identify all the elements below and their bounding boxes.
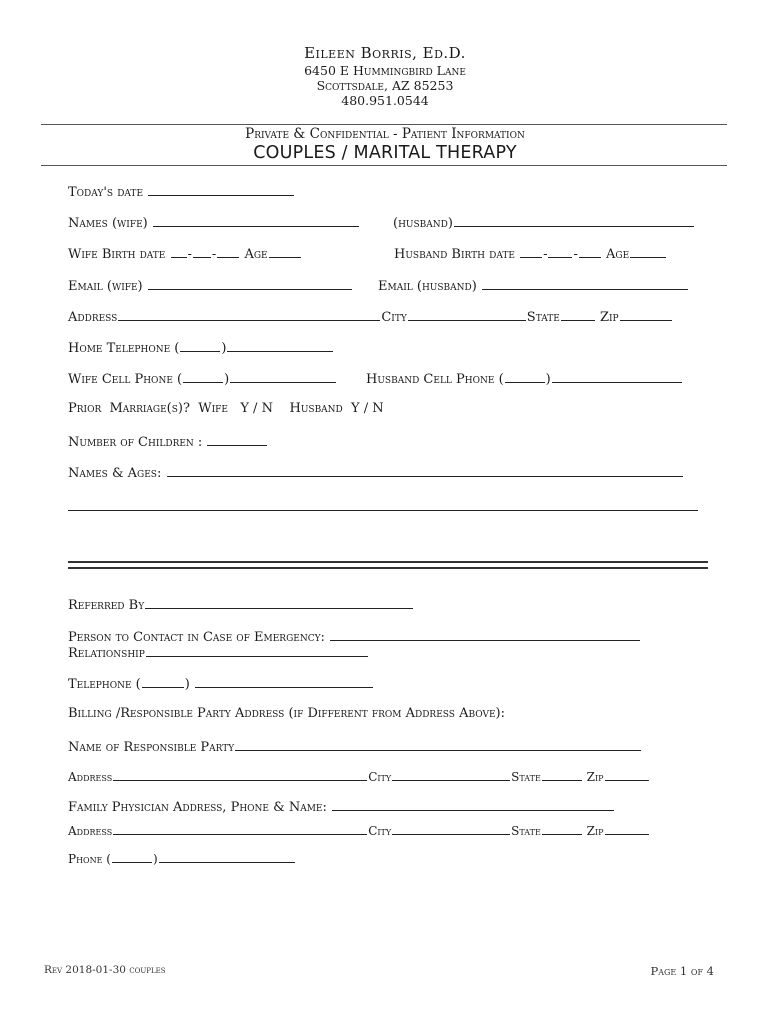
emergency-telephone-field[interactable] bbox=[68, 675, 374, 693]
husband-cell-label: Husband Cell Phone ( bbox=[366, 372, 504, 387]
husband-cell-field[interactable] bbox=[366, 370, 683, 388]
form-title: COUPLES / MARITAL THERAPY bbox=[253, 143, 517, 163]
wife-birth-year[interactable] bbox=[217, 245, 239, 258]
physician-address-blank[interactable] bbox=[113, 822, 367, 835]
physician-address-label: Address bbox=[68, 824, 113, 838]
children-count-field[interactable] bbox=[68, 433, 268, 451]
header-rule-bottom bbox=[41, 165, 727, 166]
responsible-party-blank[interactable] bbox=[235, 738, 641, 751]
physician-zip-blank[interactable] bbox=[605, 822, 649, 835]
wife-name-label: Names (wife) bbox=[68, 216, 148, 231]
billing-zip-blank[interactable] bbox=[605, 768, 649, 781]
husband-name-label: (husband) bbox=[393, 216, 453, 231]
billing-heading: Billing /Responsible Party Address (if Different from Address Above): bbox=[68, 706, 505, 721]
children-count-label: Number of Children : bbox=[68, 435, 203, 450]
paren-close: ) bbox=[224, 372, 230, 387]
relationship-field[interactable] bbox=[68, 644, 369, 662]
responsible-party-field[interactable] bbox=[68, 738, 642, 756]
husband-age-label: Age bbox=[606, 247, 630, 262]
billing-address-field[interactable] bbox=[68, 768, 650, 785]
email-wife-blank[interactable] bbox=[148, 277, 352, 290]
paren-close: ) bbox=[152, 852, 158, 866]
referred-by-blank[interactable] bbox=[145, 596, 413, 609]
home-telephone-label: Home Telephone ( bbox=[68, 341, 180, 356]
wife-birth-day[interactable] bbox=[193, 245, 211, 258]
home-telephone-field[interactable] bbox=[68, 339, 334, 357]
physician-area-code[interactable] bbox=[112, 850, 152, 863]
wife-cell-label: Wife Cell Phone ( bbox=[68, 372, 183, 387]
physician-field[interactable] bbox=[68, 798, 615, 816]
referred-by-field[interactable] bbox=[68, 596, 414, 614]
city-blank[interactable] bbox=[408, 308, 526, 321]
todays-date-label: Today's date bbox=[68, 185, 144, 200]
state-label: State bbox=[526, 310, 560, 325]
emergency-contact-blank[interactable] bbox=[330, 628, 640, 641]
page-number: Page 1 of 4 bbox=[650, 964, 714, 978]
zip-blank[interactable] bbox=[620, 308, 672, 321]
office-phone: 480.951.0544 bbox=[341, 93, 429, 108]
responsible-party-label: Name of Responsible Party bbox=[68, 740, 235, 755]
address-blank[interactable] bbox=[118, 308, 380, 321]
wife-name-blank[interactable] bbox=[153, 214, 359, 227]
husband-cell-number[interactable] bbox=[552, 370, 682, 383]
email-wife-field[interactable] bbox=[68, 277, 353, 295]
physician-city-label: City bbox=[368, 824, 392, 838]
husband-cell-area[interactable] bbox=[505, 370, 545, 383]
emergency-area-code[interactable] bbox=[142, 675, 184, 688]
husband-birth-day[interactable] bbox=[548, 245, 572, 258]
email-husband-label: Email (husband) bbox=[378, 279, 477, 294]
billing-address-blank[interactable] bbox=[113, 768, 367, 781]
emergency-number-blank[interactable] bbox=[195, 675, 373, 688]
address-label: Address bbox=[68, 310, 118, 325]
billing-state-label: State bbox=[511, 770, 541, 784]
todays-date-blank[interactable] bbox=[148, 183, 294, 196]
billing-state-blank[interactable] bbox=[542, 768, 582, 781]
physician-zip-label: Zip bbox=[586, 824, 604, 838]
email-husband-field[interactable] bbox=[378, 277, 689, 295]
practitioner-name: Eileen Borris, Ed.D. bbox=[304, 44, 466, 62]
names-ages-label: Names & Ages: bbox=[68, 466, 162, 481]
wife-cell-field[interactable] bbox=[68, 370, 337, 388]
wife-birth-month[interactable] bbox=[171, 245, 187, 258]
names-ages-field[interactable] bbox=[68, 464, 684, 482]
paren-close: ) bbox=[184, 677, 190, 692]
paren-close: ) bbox=[221, 341, 227, 356]
prior-marriage-field[interactable]: Prior Marriage(s)? Wife Y / N Husband Y / N bbox=[68, 401, 384, 416]
husband-birth-field[interactable]: Husband Birth date - - Age bbox=[394, 245, 667, 263]
wife-name-field[interactable] bbox=[68, 214, 360, 232]
form-subtitle: Private & Confidential - Patient Information bbox=[245, 126, 525, 142]
wife-age-label: Age bbox=[244, 247, 268, 262]
paren-close: ) bbox=[545, 372, 551, 387]
physician-blank[interactable] bbox=[332, 798, 614, 811]
husband-birth-year[interactable] bbox=[579, 245, 601, 258]
city-state-zip: Scottsdale, AZ 85253 bbox=[316, 78, 454, 93]
zip-label: Zip bbox=[599, 310, 619, 325]
husband-name-field[interactable] bbox=[393, 214, 695, 232]
billing-city-label: City bbox=[368, 770, 392, 784]
husband-birth-label: Husband Birth date bbox=[394, 247, 515, 262]
revision-footer: Rev 2018-01-30 couples bbox=[44, 964, 166, 976]
city-label: City bbox=[381, 310, 407, 325]
physician-address-field[interactable] bbox=[68, 822, 650, 839]
physician-state-label: State bbox=[511, 824, 541, 838]
relationship-label: Relationship bbox=[68, 646, 145, 661]
home-area-code[interactable] bbox=[180, 339, 220, 352]
physician-phone-field[interactable] bbox=[68, 850, 296, 867]
names-ages-blank[interactable] bbox=[167, 464, 683, 477]
header-rule-top bbox=[41, 124, 727, 125]
wife-birth-label: Wife Birth date bbox=[68, 247, 166, 262]
email-husband-blank[interactable] bbox=[482, 277, 688, 290]
physician-city-blank[interactable] bbox=[392, 822, 510, 835]
billing-city-blank[interactable] bbox=[392, 768, 510, 781]
wife-birth-field[interactable]: Wife Birth date - - Age bbox=[68, 245, 302, 263]
email-wife-label: Email (wife) bbox=[68, 279, 143, 294]
wife-cell-number[interactable] bbox=[230, 370, 336, 383]
names-ages-line-2[interactable] bbox=[68, 510, 698, 511]
address-field[interactable] bbox=[68, 308, 673, 326]
physician-number-blank[interactable] bbox=[159, 850, 295, 863]
billing-zip-label: Zip bbox=[586, 770, 604, 784]
billing-address-label: Address bbox=[68, 770, 113, 784]
street-address: 6450 E Hummingbird Lane bbox=[304, 63, 466, 78]
home-number-blank[interactable] bbox=[227, 339, 333, 352]
emergency-telephone-label: Telephone ( bbox=[68, 677, 141, 692]
husband-age-blank[interactable] bbox=[630, 245, 666, 258]
wife-cell-area[interactable] bbox=[183, 370, 223, 383]
physician-state-blank[interactable] bbox=[542, 822, 582, 835]
husband-birth-month[interactable] bbox=[520, 245, 542, 258]
children-count-blank[interactable] bbox=[207, 433, 267, 446]
emergency-contact-label: Person to Contact in Case of Emergency: bbox=[68, 630, 325, 645]
todays-date-field[interactable] bbox=[68, 183, 295, 201]
state-blank[interactable] bbox=[561, 308, 595, 321]
physician-phone-label: Phone ( bbox=[68, 852, 111, 866]
relationship-blank[interactable] bbox=[146, 644, 368, 657]
husband-name-blank[interactable] bbox=[454, 214, 694, 227]
section-separator bbox=[68, 561, 708, 569]
physician-label: Family Physician Address, Phone & Name: bbox=[68, 800, 327, 815]
referred-by-label: Referred By bbox=[68, 598, 145, 613]
wife-age-blank[interactable] bbox=[269, 245, 301, 258]
